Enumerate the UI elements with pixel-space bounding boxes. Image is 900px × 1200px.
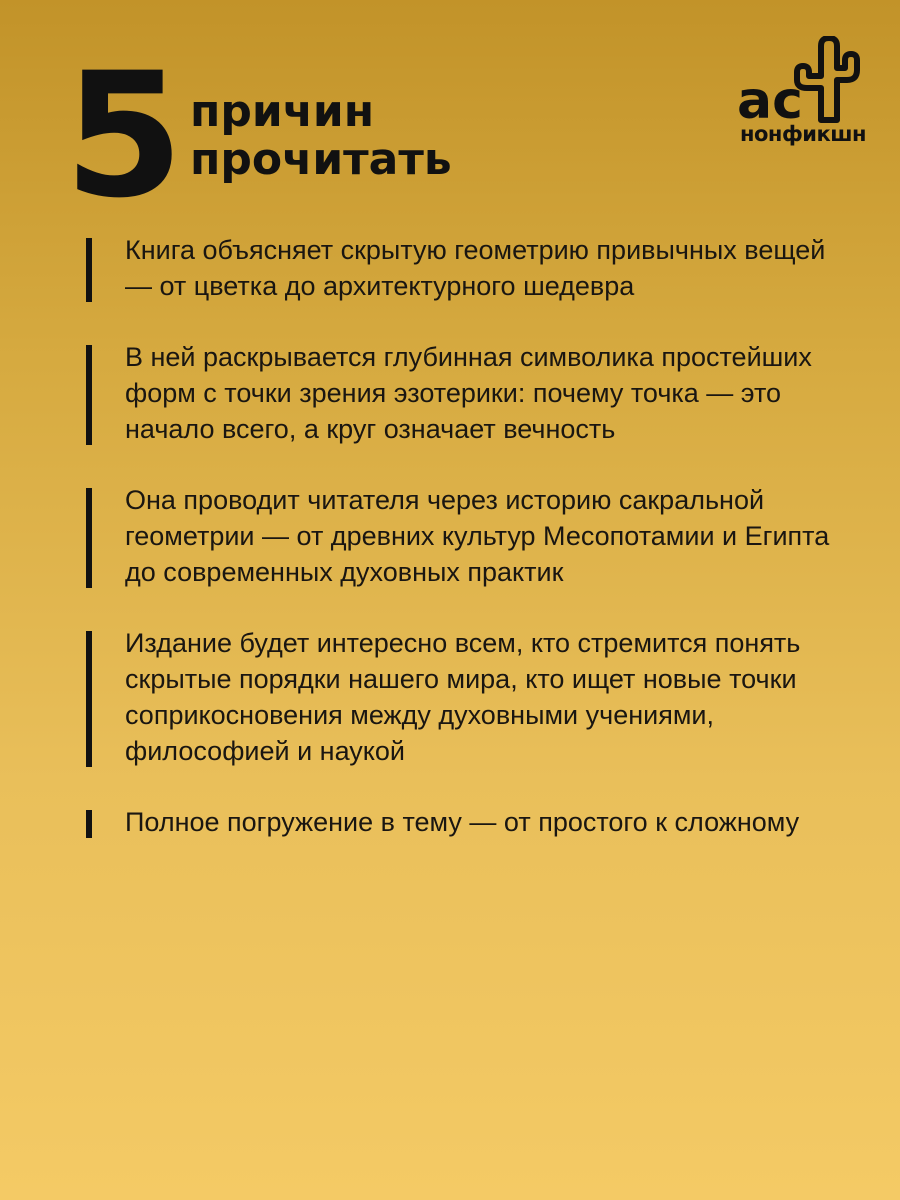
reason-text: Книга объясняет скрытую геометрию привычных вещей — от цветка до архитектурного шедевра bbox=[125, 235, 826, 301]
big-number-five: 5 bbox=[64, 35, 180, 236]
page-title bbox=[190, 88, 452, 184]
accent-bar bbox=[86, 488, 92, 588]
title-line-2: прочитать bbox=[190, 134, 452, 185]
reason-text: Издание будет интересно всем, кто стремится понять скрытые порядки нашего мира, кто ищет новые точки соприкосновения между духовными учениями, философией и наукой bbox=[125, 628, 801, 766]
reason-text: В ней раскрывается глубинная символика простейших форм с точки зрения эзотерики: почему точка — это начало всего, а круг означает вечность bbox=[125, 342, 812, 444]
accent-bar bbox=[86, 345, 92, 445]
reason-text: Полное погружение в тему — от простого к сложному bbox=[125, 807, 800, 837]
logo-mark: ac bbox=[737, 71, 803, 126]
title-line-1: причин bbox=[190, 86, 375, 137]
reasons-list bbox=[86, 232, 846, 875]
ast-nonfiction-logo bbox=[735, 36, 865, 156]
accent-bar bbox=[86, 238, 92, 302]
cactus-figure-icon bbox=[735, 36, 865, 126]
logo-subtitle: нонфикшн bbox=[740, 122, 867, 146]
reason-text: Она проводит читателя через историю сакральной геометрии — от древних культур Месопотамии и Египта до современных духовных практик bbox=[125, 485, 830, 587]
list-item bbox=[86, 339, 846, 447]
accent-bar bbox=[86, 810, 92, 838]
accent-bar bbox=[86, 631, 92, 767]
list-item bbox=[86, 804, 846, 840]
list-item bbox=[86, 482, 846, 590]
list-item bbox=[86, 232, 846, 304]
list-item bbox=[86, 625, 846, 769]
